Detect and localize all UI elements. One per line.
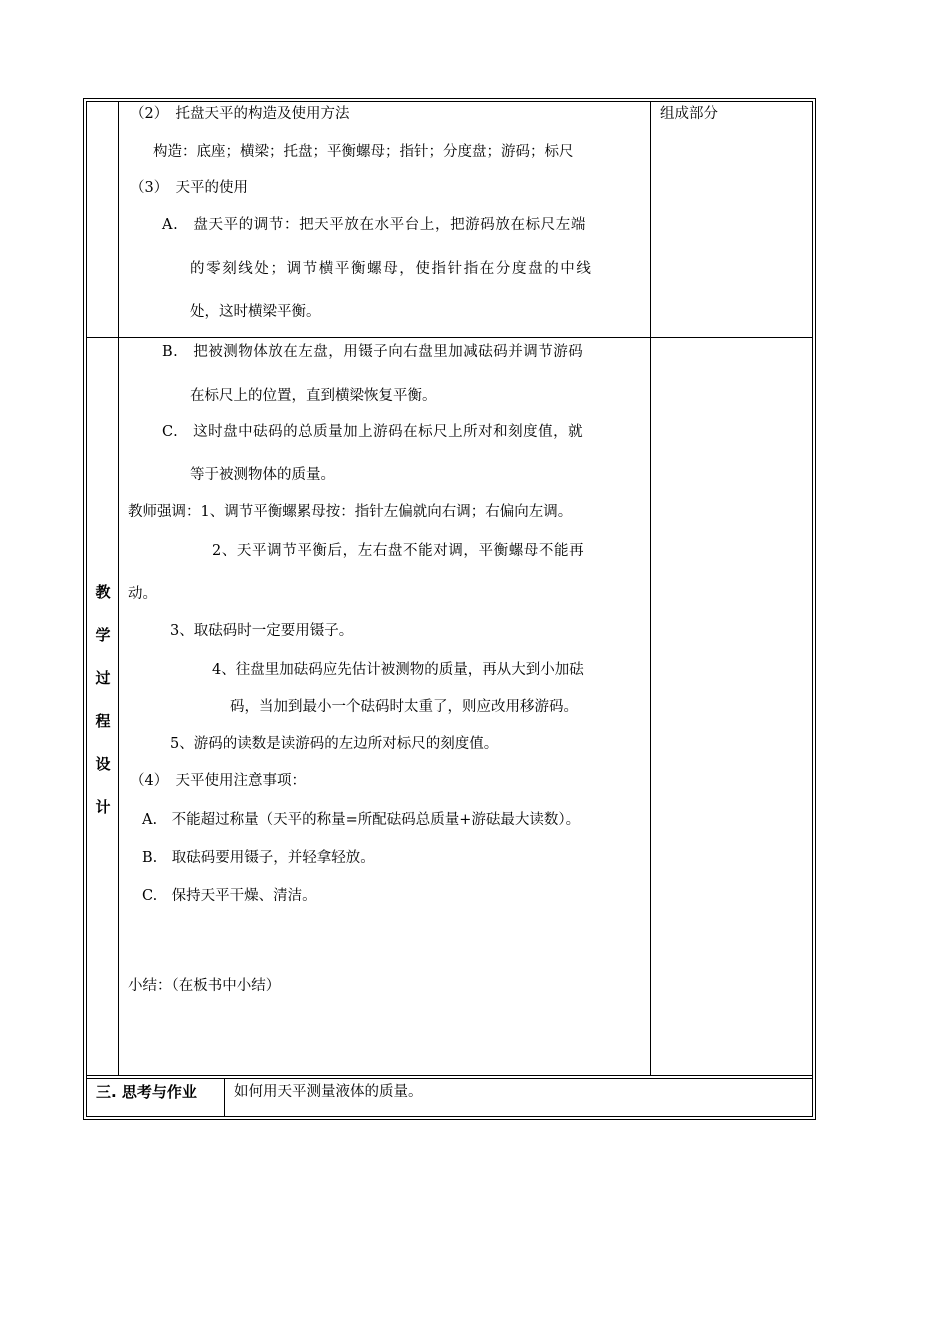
divider-row1 <box>86 337 813 338</box>
footer-content: 如何用天平测量液体的质量。 <box>234 1084 423 1100</box>
line: （3） 天平的使用 <box>130 180 248 196</box>
line: 动。 <box>128 586 157 602</box>
line: A. 盘天平的调节：把天平放在水平台上，把游码放在标尺左端 <box>162 217 586 233</box>
side-label-char: 学 <box>95 626 111 644</box>
divider-right <box>650 101 651 1076</box>
line: A. 不能超过称量（天平的称量=所配砝码总质量+游砝最大读数）。 <box>142 812 581 828</box>
line: 在标尺上的位置，直到横梁恢复平衡。 <box>190 388 437 404</box>
side-label-char: 程 <box>95 712 111 730</box>
line: 3、取砝码时一定要用镊子。 <box>170 623 354 639</box>
line: （4） 天平使用注意事项： <box>130 773 306 789</box>
line: 的零刻线处；调节横平衡螺母，使指针指在分度盘的中线 <box>190 261 593 277</box>
side-label-char: 教 <box>95 583 111 601</box>
line: （2） 托盘天平的构造及使用方法 <box>130 106 350 122</box>
line: 构造：底座；横梁；托盘；平衡螺母；指针；分度盘；游码；标尺 <box>153 144 574 160</box>
right-note: 组成部分 <box>660 106 718 122</box>
footer-label: 三. 思考与作业 <box>96 1083 197 1101</box>
divider-footer <box>224 1078 225 1117</box>
summary: 小结：（在板书中小结） <box>128 978 281 994</box>
line: 码，当加到最小一个砝码时太重了，则应改用移游码。 <box>230 699 578 715</box>
line: 2、天平调节平衡后，左右盘不能对调，平衡螺母不能再 <box>212 543 585 559</box>
line: B. 取砝码要用镊子，并轻拿轻放。 <box>142 850 375 866</box>
table-inner-border <box>86 101 813 1117</box>
line: C. 保持天平干燥、清洁。 <box>142 888 317 904</box>
divider-footer-top2 <box>86 1078 813 1079</box>
line: B. 把被测物体放在左盘，用镊子向右盘里加减砝码并调节游码 <box>162 344 584 360</box>
line: C. 这时盘中砝码的总质量加上游码在标尺上所对和刻度值，就 <box>162 424 584 440</box>
line: 5、游码的读数是读游码的左边所对标尺的刻度值。 <box>170 736 499 752</box>
line: 处，这时横梁平衡。 <box>190 304 321 320</box>
side-label-char: 设 <box>95 755 111 773</box>
line: 教师强调：1、调节平衡螺累母按：指针左偏就向右调；右偏向左调。 <box>128 504 573 520</box>
divider-left <box>118 101 119 1076</box>
line: 4、往盘里加砝码应先估计被测物的质量，再从大到小加砝 <box>212 662 584 678</box>
side-label-char: 过 <box>95 669 111 687</box>
divider-footer-top <box>86 1075 813 1076</box>
side-label-teaching-process <box>92 582 114 840</box>
side-label-char: 计 <box>95 798 111 816</box>
line: 等于被测物体的质量。 <box>190 467 335 483</box>
